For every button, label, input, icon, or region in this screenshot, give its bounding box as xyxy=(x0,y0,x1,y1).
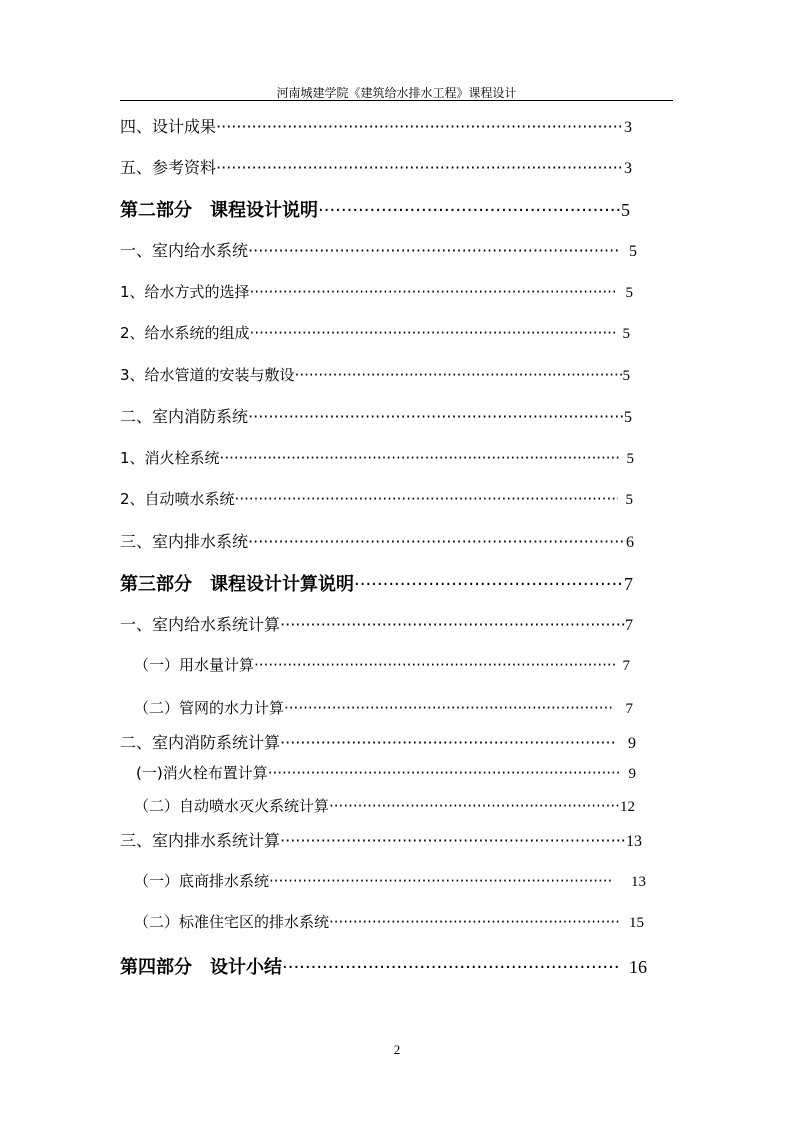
toc-entry-label: （二）自动喷水灭火系统计算 xyxy=(134,797,330,815)
toc-entry[interactable] xyxy=(120,447,634,468)
toc-entry-part[interactable] xyxy=(120,196,630,222)
toc-entry-label: 五、参考资料 xyxy=(120,158,217,177)
toc-leader-dots xyxy=(295,366,623,384)
toc-entry[interactable] xyxy=(120,238,637,261)
toc-entry-label: 第四部分 设计小结 xyxy=(120,957,282,978)
toc-leader-dots xyxy=(248,407,624,426)
toc-entry-label: 2、给水系统的组成 xyxy=(120,324,250,342)
toc-leader-dots xyxy=(318,200,621,221)
toc-leader-dots xyxy=(280,615,625,634)
toc-entry-page: 16 xyxy=(629,957,647,977)
toc-entry-page: 7 xyxy=(622,658,630,674)
toc-entry-page: 12 xyxy=(620,799,635,815)
toc-entry[interactable] xyxy=(134,795,635,816)
toc-entry[interactable] xyxy=(134,911,644,932)
toc-leader-dots xyxy=(250,324,615,342)
toc-entry[interactable] xyxy=(120,364,630,385)
toc-entry[interactable] xyxy=(120,155,632,178)
toc-entry-page: 9 xyxy=(628,735,636,752)
toc-leader-dots xyxy=(268,764,621,782)
toc-entry-label: (一)消火栓布置计算 xyxy=(136,764,268,782)
toc-entry-label: 四、设计成果 xyxy=(120,117,217,136)
toc-entry-page: 13 xyxy=(626,833,642,850)
toc-entry[interactable] xyxy=(120,281,633,302)
toc-entry-label: 1、消火栓系统 xyxy=(120,449,220,467)
toc-entry-label: 2、自动喷水系统 xyxy=(120,490,235,508)
toc-leader-dots xyxy=(248,241,621,260)
toc-entry[interactable] xyxy=(120,828,642,851)
toc-entry-page: 13 xyxy=(631,874,646,890)
toc-entry-page: 5 xyxy=(624,409,632,426)
toc-entry[interactable] xyxy=(120,730,636,753)
toc-entry-page: 3 xyxy=(624,160,632,177)
toc-entry-page: 6 xyxy=(626,534,634,551)
toc-entry-page: 15 xyxy=(629,915,644,931)
toc-leader-dots xyxy=(235,490,618,508)
toc-leader-dots xyxy=(329,913,621,931)
toc-entry-page: 7 xyxy=(624,574,633,594)
toc-entry-page: 3 xyxy=(624,119,632,136)
toc-entry[interactable] xyxy=(134,697,633,718)
toc-leader-dots xyxy=(216,117,624,136)
toc-entry[interactable] xyxy=(120,612,633,635)
toc-entry-page: 5 xyxy=(622,368,630,384)
toc-leader-dots xyxy=(269,872,611,890)
toc-entry-page: 5 xyxy=(625,285,633,301)
toc-entry-label: （一）底商排水系统 xyxy=(134,872,270,890)
toc-entry[interactable] xyxy=(120,488,633,509)
toc-entry-label: （二）管网的水力计算 xyxy=(134,699,285,717)
toc-entry-part[interactable] xyxy=(120,570,633,596)
toc-entry-label: （一）用水量计算 xyxy=(134,656,255,674)
toc-entry-label: 一、室内给水系统计算 xyxy=(120,615,281,634)
toc-entry-page: 5 xyxy=(621,200,630,220)
toc-entry[interactable] xyxy=(136,762,636,783)
toc-entry-page: 7 xyxy=(625,701,633,717)
toc-entry-page: 5 xyxy=(625,492,633,508)
toc-leader-dots xyxy=(220,449,619,467)
toc-entry-page: 5 xyxy=(622,326,630,342)
toc-entry-page: 9 xyxy=(628,766,636,782)
page-number: 2 xyxy=(393,1042,401,1057)
toc-entry-label: 1、给水方式的选择 xyxy=(120,283,250,301)
toc-entry[interactable] xyxy=(120,404,632,427)
toc-leader-dots xyxy=(329,797,620,815)
toc-entry-label: 第三部分 课程设计计算说明 xyxy=(120,574,354,595)
toc-entry-page: 5 xyxy=(626,451,634,467)
toc-leader-dots xyxy=(216,158,624,177)
page-header: 河南城建学院《建筑给水排水工程》课程设计 xyxy=(120,86,673,101)
toc-leader-dots xyxy=(282,957,619,978)
toc-leader-dots xyxy=(254,656,614,674)
toc-entry[interactable] xyxy=(120,322,630,343)
toc-leader-dots xyxy=(354,574,624,595)
toc-entry-label: 3、给水管道的安装与敷设 xyxy=(120,366,295,384)
toc-entry-part[interactable] xyxy=(120,953,647,979)
toc-leader-dots xyxy=(248,532,626,551)
toc-entry-page: 5 xyxy=(629,243,637,260)
toc-entry-label: 第二部分 课程设计说明 xyxy=(120,200,318,221)
toc-entry[interactable] xyxy=(120,114,632,137)
toc-entry-label: 二、室内消防系统计算 xyxy=(120,733,281,752)
toc-entry-page: 7 xyxy=(625,617,633,634)
toc-leader-dots xyxy=(284,699,611,717)
toc-entry[interactable] xyxy=(134,870,646,891)
toc-entry-label: 三、室内排水系统 xyxy=(120,532,249,551)
toc-entry-label: 三、室内排水系统计算 xyxy=(120,831,281,850)
toc-entry[interactable] xyxy=(134,654,630,675)
toc-entry[interactable] xyxy=(120,529,634,552)
toc-entry-label: 二、室内消防系统 xyxy=(120,407,249,426)
toc-entry-label: 一、室内给水系统 xyxy=(120,241,249,260)
toc-leader-dots xyxy=(280,733,614,752)
toc-leader-dots xyxy=(280,831,626,850)
toc-leader-dots xyxy=(250,283,618,301)
toc-entry-label: （二）标准住宅区的排水系统 xyxy=(134,913,330,931)
